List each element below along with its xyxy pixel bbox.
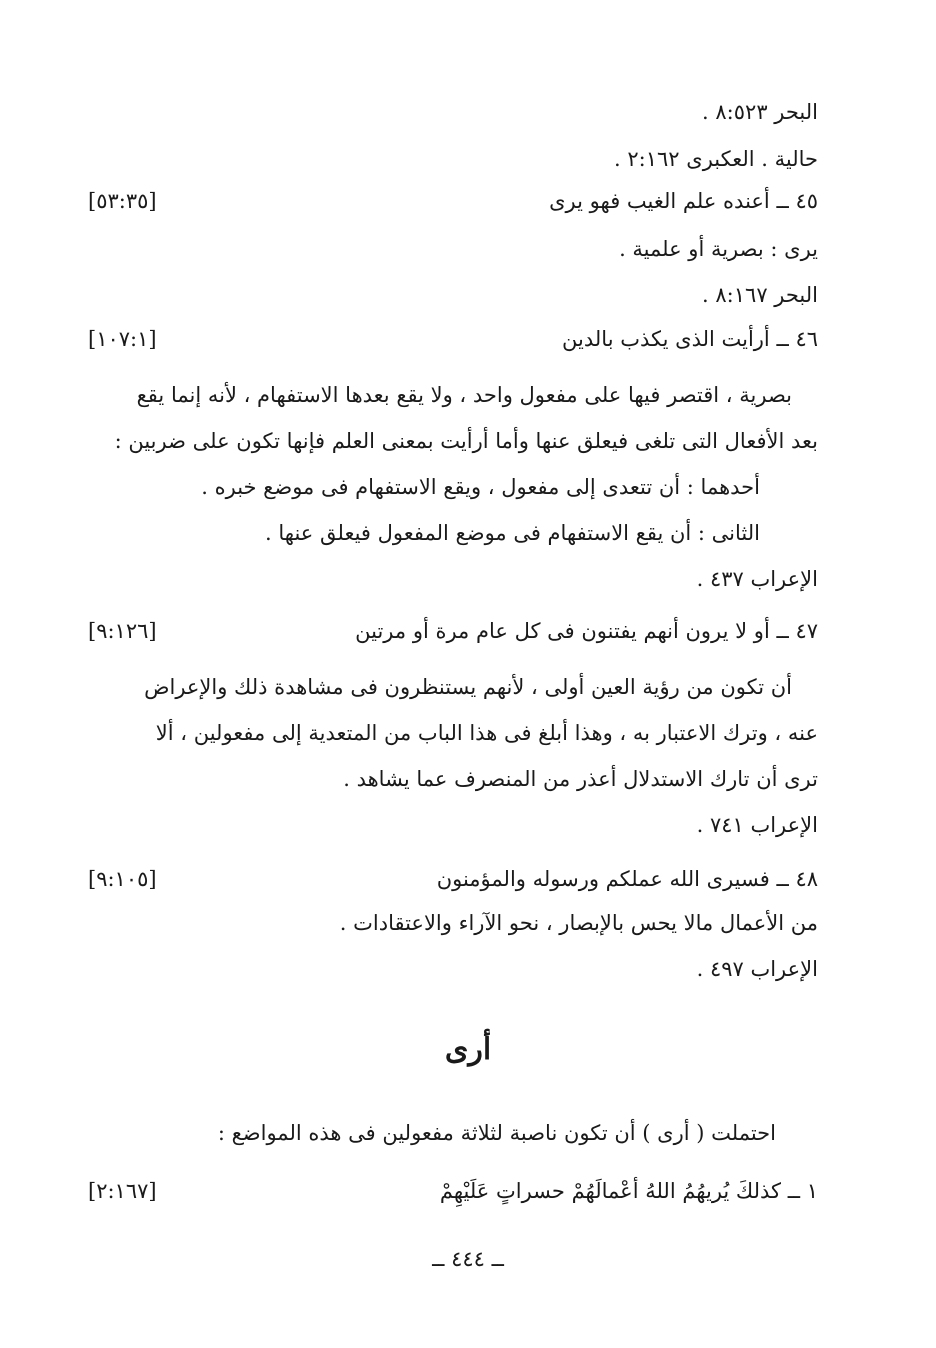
entry-45-reference: [٥٣:٣٥] (88, 189, 157, 213)
entry-1-reference: [٢:١٦٧] (88, 1179, 157, 1203)
paragraph-line: بصرية ، اقتصر فيها على مفعول واحد ، ولا يقع بعدها الاستفهام ، لأنه إنما يقع (136, 383, 792, 407)
entry-46-reference: [١٠٧:١] (88, 327, 157, 351)
paragraph-line: عنه ، وترك الاعتبار به ، وهذا أبلغ فى هذا الباب من المتعدية إلى مفعولين ، ألا (155, 721, 818, 745)
entry-46-commentary (88, 372, 818, 602)
paragraph-line: الثانى : أن يقع الاستفهام فى موضع المفعول فيعلق عنها . (265, 521, 760, 545)
paragraph-line: أن تكون من رؤية العين أولى ، لأنهم يستنظرون فى مشاهدة ذلك والإعراض (144, 675, 792, 699)
entry-45-verse: ٤٥ ــ أعنده علم الغيب فهو يرى (549, 189, 818, 213)
entry-45-note: يرى : بصرية أو علمية . (619, 237, 818, 261)
entry-47-verse: ٤٧ ــ أو لا يرون أنهم يفتنون فى كل عام مرة أو مرتين (355, 619, 818, 643)
section-intro: احتملت ( أرى ) أن تكون ناصبة لثلاثة مفعولين فى هذه المواضع : (217, 1121, 776, 1145)
entry-47-reference: [٩:١٢٦] (88, 619, 157, 643)
section-heading: أرى (444, 1032, 492, 1067)
entry-46-verse: ٤٦ ــ أرأيت الذى يكذب بالدين (562, 327, 818, 351)
entry-47-commentary (88, 664, 818, 848)
source-line: حالية . العكبرى ٢:١٦٢ . (614, 147, 818, 171)
paragraph-line: ترى أن تارك الاستدلال أعذر من المنصرف عما يشاهد . (343, 767, 818, 791)
entry-48-reference: [٩:١٠٥] (88, 867, 157, 891)
paragraph-line: بعد الأفعال التى تلغى فيعلق عنها وأما أرأيت بمعنى العلم فإنها تكون على ضربين : (114, 429, 818, 453)
entry-1-verse: ١ ــ كذلكَ يُريهُمُ اللهُ أعْمالَهُمْ حسراتٍ عَلَيْهِمْ (439, 1179, 818, 1203)
source-line: البحر ٨:٥٢٣ . (702, 100, 818, 124)
page-number: ــ ٤٤٤ ــ (432, 1247, 504, 1271)
paragraph-line: الإعراب ٧٤١ . (696, 813, 818, 837)
paragraph-line: الإعراب ٤٣٧ . (696, 567, 818, 591)
entry-48-verse: ٤٨ ــ فسيرى الله عملكم ورسوله والمؤمنون (436, 867, 818, 891)
entry-48-source: الإعراب ٤٩٧ . (696, 957, 818, 981)
entry-48-note: من الأعمال مالا يحس بالإبصار ، نحو الآراء والاعتقادات . (339, 911, 818, 935)
entry-45-source: البحر ٨:١٦٧ . (702, 283, 818, 307)
paragraph-line: أحدهما : أن تتعدى إلى مفعول ، ويقع الاستفهام فى موضع خبره . (201, 475, 760, 499)
